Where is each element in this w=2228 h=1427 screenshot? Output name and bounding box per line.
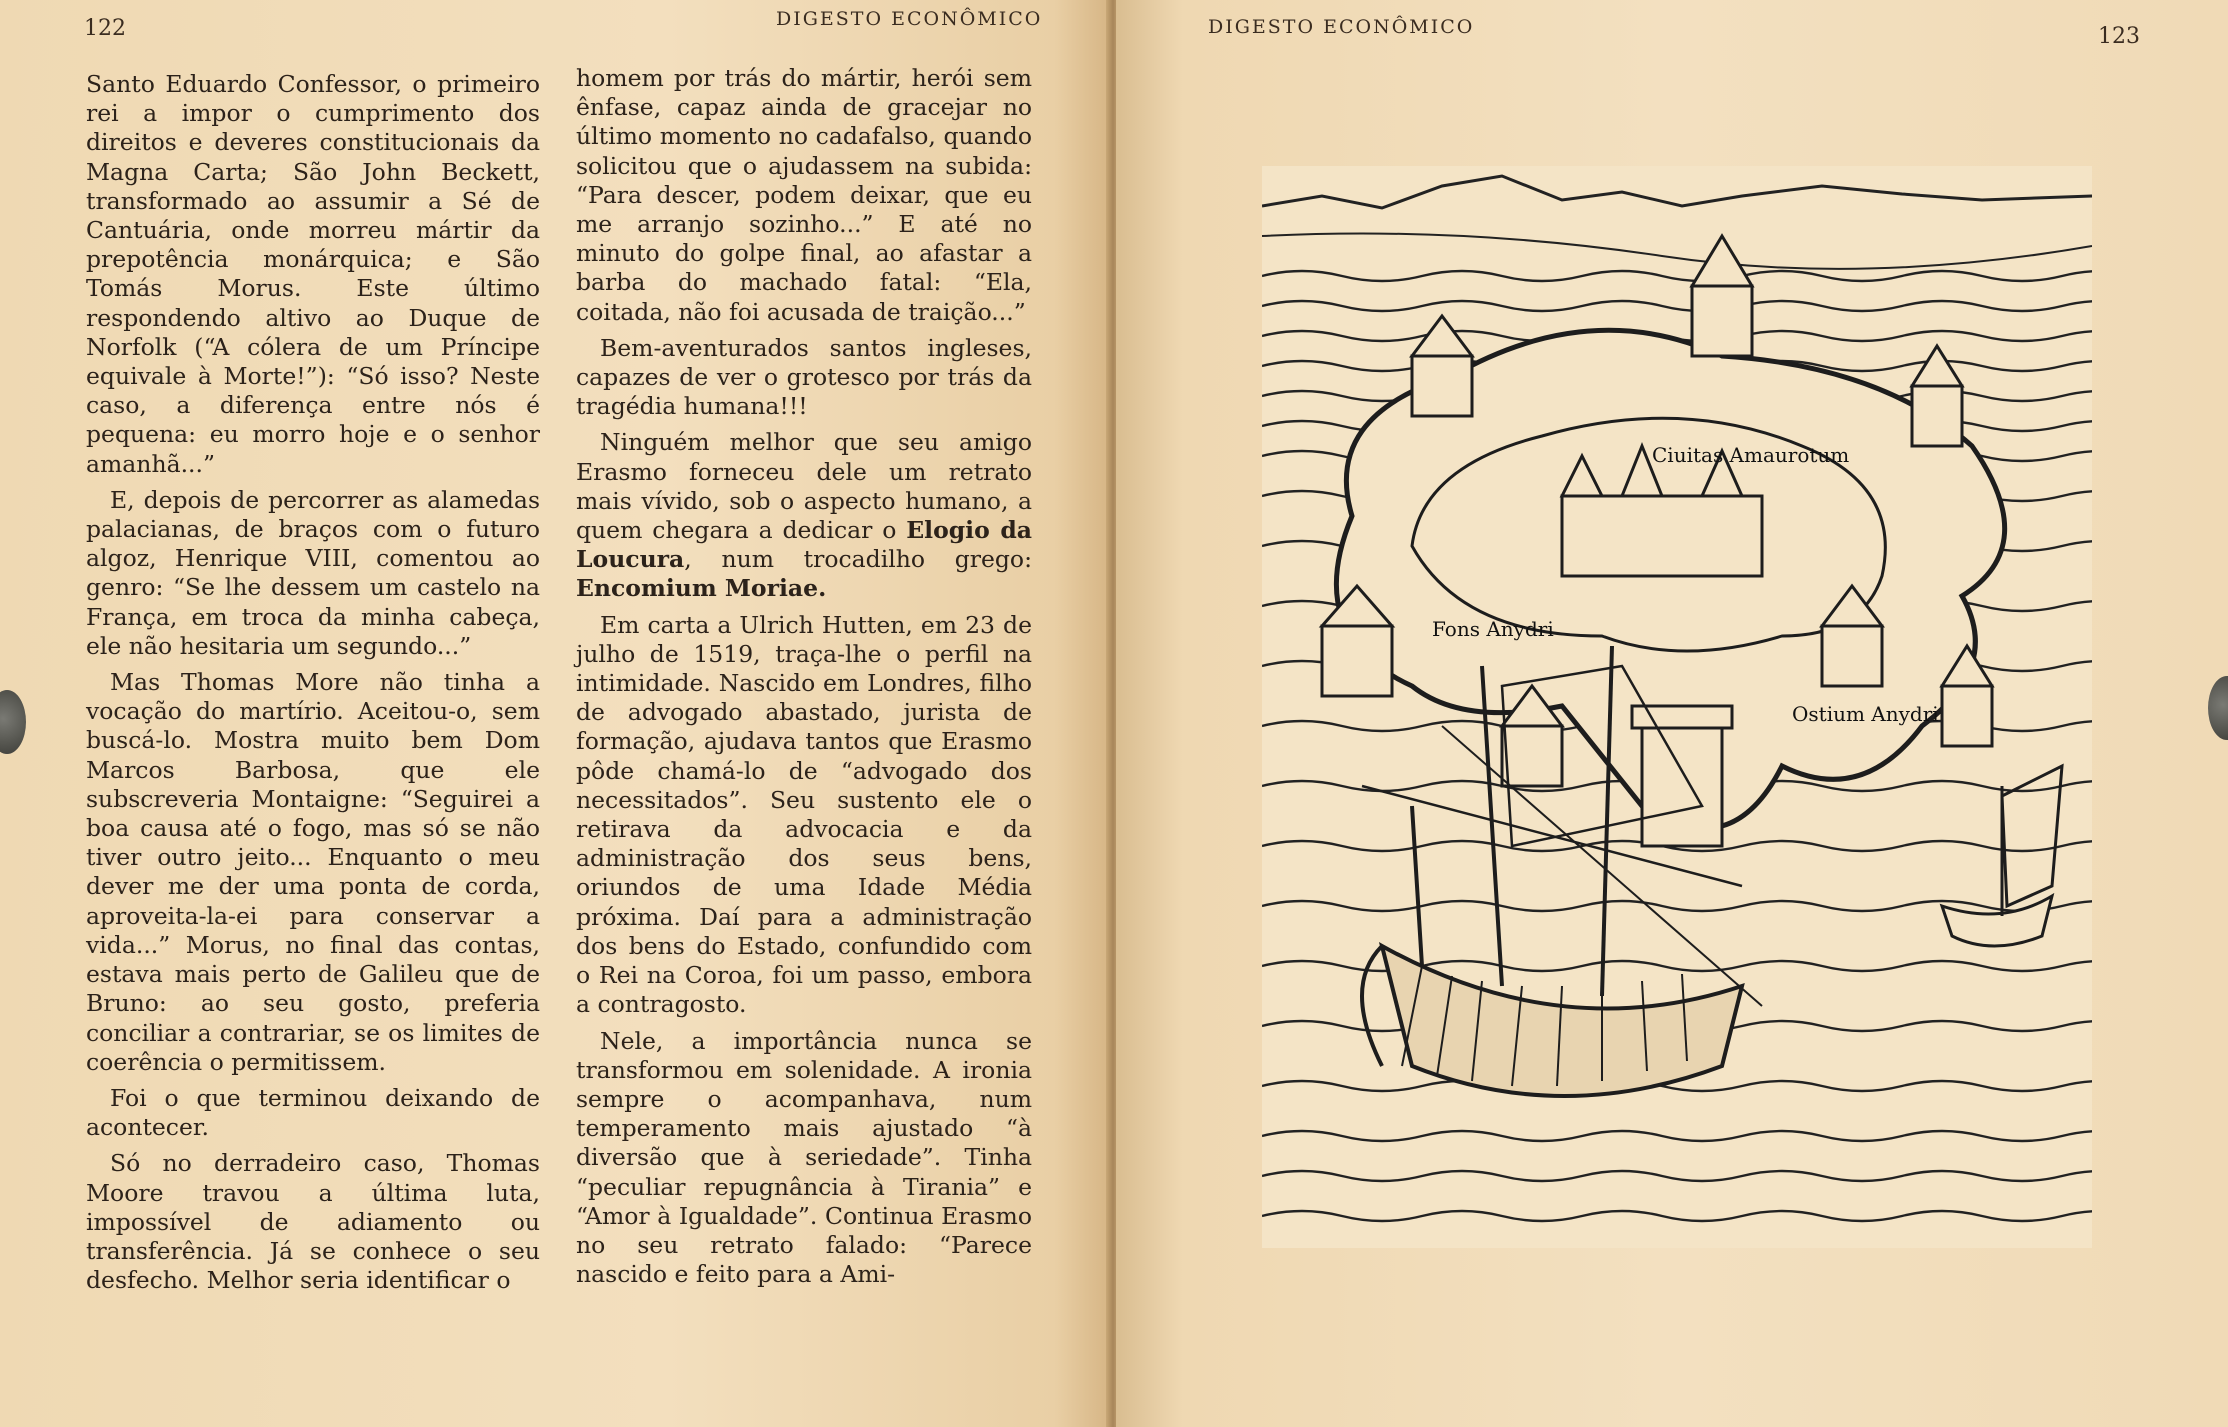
text-run: Ninguém melhor que seu amigo Erasmo forneceu dele um retrato mais vívido, sob o aspecto humano, a quem chegara a dedicar o bbox=[576, 428, 1032, 545]
paragraph: Foi o que terminou deixando de acontecer. bbox=[86, 1083, 540, 1142]
binding-hole bbox=[0, 690, 26, 754]
paragraph: Nele, a importância nunca se transformou em solenidade. A ironia sempre o acompanhava, num temperamento mais ajustado “à diversão que à seriedade”. Tinha “peculiar repugnância à Tirania” e “Amor à Igualdade”. Continua Erasmo no seu retrato falado: “Parece nascido e feito para a Ami- bbox=[576, 1026, 1032, 1289]
paragraph: Mas Thomas More não tinha a vocação do martírio. Aceitou-o, sem buscá-lo. Mostra muito bem Dom Marcos Barbosa, que ele subscreveria Montaigne: “Seguirei a boa causa até o fogo, mas só se não tiver outro jeito... Enquanto o meu dever me der uma ponta de corda, aproveita-la-ei para conservar a vida...” Morus, no final das contas, estava mais perto de Galileu que de Bruno: ao seu gosto, preferia conciliar a contrariar, se os limites de coerência o permitissem. bbox=[86, 668, 540, 1076]
label-fons: Fons Anydri bbox=[1432, 617, 1554, 641]
page-number: 122 bbox=[84, 16, 126, 41]
paragraph: Bem-aventurados santos ingleses, capazes de ver o grotesco por trás da tragédia humana!!! bbox=[576, 333, 1032, 421]
bold-title: Elogio da Loucura bbox=[576, 516, 1033, 574]
utopia-woodcut-illustration bbox=[1262, 166, 2092, 1248]
woodcut-svg bbox=[1262, 166, 2092, 1248]
paragraph bbox=[576, 428, 1032, 603]
label-ostium: Ostium Anydri bbox=[1792, 702, 1939, 726]
text-column-2 bbox=[576, 64, 1032, 1296]
small-ship bbox=[1942, 766, 2062, 946]
paragraph: Só no derradeiro caso, Thomas Moore travou a última luta, impossível de adiamento ou transferência. Já se conhece o seu desfecho. Melhor seria identificar o bbox=[86, 1149, 540, 1295]
paragraph: E, depois de percorrer as alamedas palacianas, de braços com o futuro algoz, Henrique VIII, comentou ao genro: “Se lhe dessem um castelo na França, em troca da minha cabeça, ele não hesitaria um segundo...” bbox=[86, 485, 540, 660]
bold-title: Encomium Moriae. bbox=[576, 574, 827, 603]
left-page bbox=[0, 0, 1110, 1427]
paragraph: homem por trás do mártir, herói sem ênfase, capaz ainda de gracejar no último momento no cadafalso, quando solicitou que o ajudassem na subida: “Para descer, podem deixar, que eu me arranjo sozinho...” E até no minuto do golpe final, ao afastar a barba do machado fatal: “Ela, coitada, não foi acusada de traição...” bbox=[576, 64, 1032, 326]
running-header: DIGESTO ECONÔMICO bbox=[776, 8, 1043, 30]
running-header: DIGESTO ECONÔMICO bbox=[1208, 16, 1475, 38]
label-ciuitas: Ciuitas Amaurotum bbox=[1652, 443, 1850, 467]
paragraph: Santo Eduardo Confessor, o primeiro rei a impor o cumprimento dos direitos e deveres constitucionais da Magna Carta; São John Beckett, transformado ao assumir a Sé de Cantuária, onde morreu mártir da prepotência monárquica; e São Tomás Morus. Este último respondendo altivo ao Duque de Norfolk (“A cólera de um Príncipe equivale à Morte!”): “Só isso? Neste caso, a diferença entre nós é pequena: eu morro hoje e o senhor amanhã...” bbox=[86, 70, 540, 478]
text-run: , num trocadilho grego: bbox=[684, 545, 1032, 574]
page-number: 123 bbox=[2098, 24, 2140, 49]
text-column-1 bbox=[86, 70, 540, 1302]
paragraph: Em carta a Ulrich Hutten, em 23 de julho de 1519, traça-lhe o perfil na intimidade. Nascido em Londres, filho de advogado abastado, jurista de formação, ajudava tantos que Erasmo pôde chamá-lo de “advogado dos necessitados”. Seu sustento ele o retirava da advocacia e da administração dos seus bens, oriundos de uma Idade Média próxima. Daí para a administração dos bens do Estado, confundido com o Rei na Coroa, foi um passo, embora a contragosto. bbox=[576, 610, 1032, 1019]
binding-hole bbox=[2208, 676, 2228, 740]
